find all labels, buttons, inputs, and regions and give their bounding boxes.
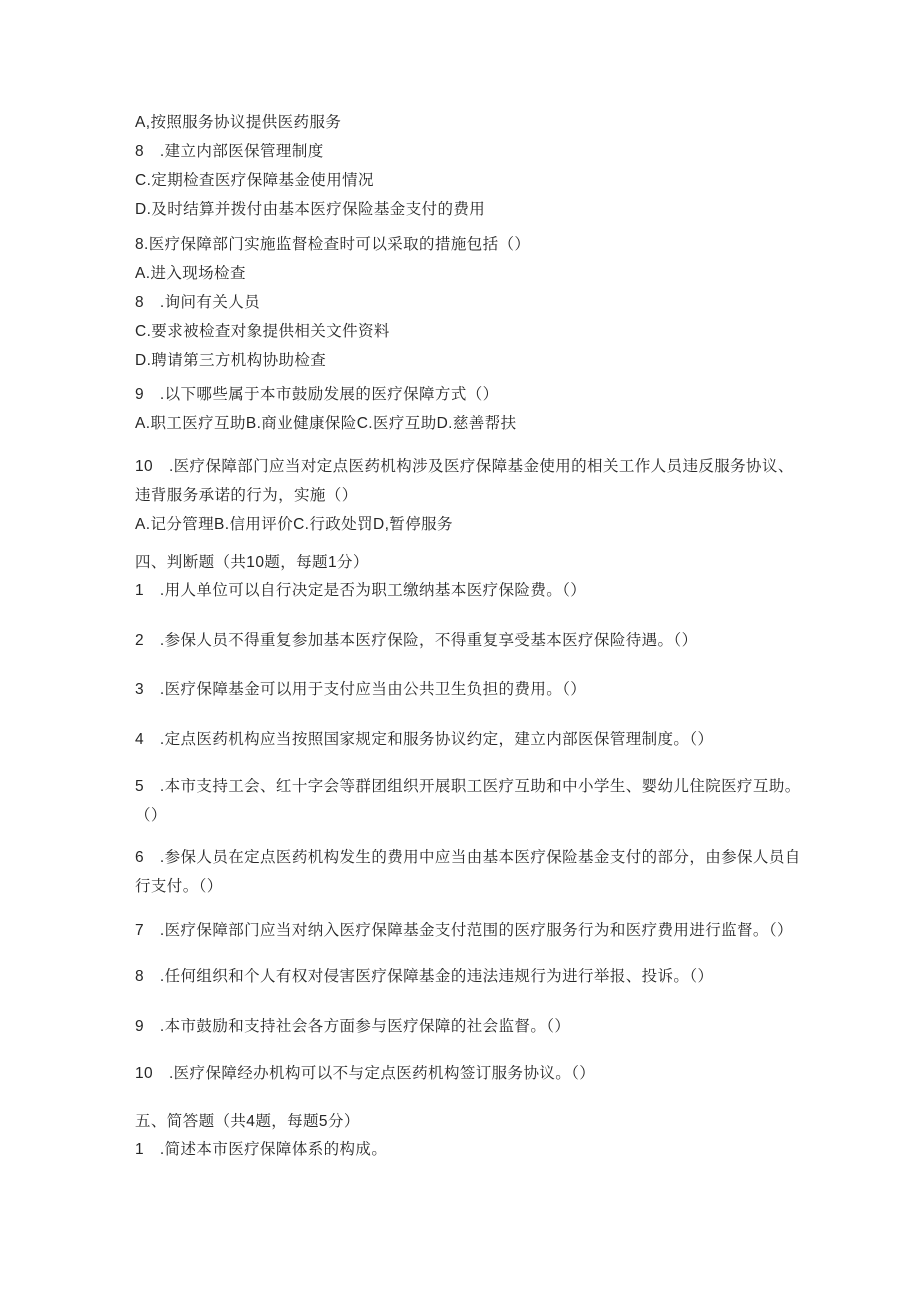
section-heading: 四、判断题（共10题，每题1分） (135, 554, 369, 571)
question-line: 1 .简述本市医疗保障体系的构成。 (135, 1141, 388, 1158)
question-line: 10 .医疗保障部门应当对定点医药机构涉及医疗保障基金使用的相关工作人员违反服务协议、 (135, 458, 794, 475)
option-line: D.及时结算并拨付由基本医疗保险基金支付的费用 (135, 201, 486, 218)
option-line: A.记分管理B.信用评价C.行政处罚D,暂停服务 (135, 516, 453, 533)
question-line: 5 .本市支持工会、红十字会等群团组织开展职工医疗互助和中小学生、婴幼儿住院医疗互助。 (135, 778, 801, 795)
question-line: 7 .医疗保障部门应当对纳入医疗保障基金支付范围的医疗服务行为和医疗费用进行监督。（） (135, 922, 793, 939)
question-line-continued: （） (135, 807, 167, 824)
question-line: 8 .任何组织和个人有权对侵害医疗保障基金的违法违规行为进行举报、投诉。（） (135, 968, 714, 985)
question-line-continued: 行支付。（） (135, 878, 223, 895)
option-line: A,按照服务协议提供医药服务 (135, 114, 342, 131)
option-line: 8 .建立内部医保管理制度 (135, 143, 324, 160)
question-line: 4 .定点医药机构应当按照国家规定和服务协议约定，建立内部医保管理制度。（） (135, 731, 714, 748)
question-line: 3 .医疗保障基金可以用于支付应当由公共卫生负担的费用。（） (135, 681, 587, 698)
question-line: 10 .医疗保障经办机构可以不与定点医药机构签订服务协议。（） (135, 1065, 596, 1082)
option-line: A.进入现场检查 (135, 265, 246, 282)
question-line-continued: 违背服务承诺的行为，实施（） (135, 487, 358, 504)
question-line: 2 .参保人员不得重复参加基本医疗保险，不得重复享受基本医疗保险待遇。（） (135, 632, 698, 649)
option-line: C.定期检查医疗保障基金使用情况 (135, 172, 374, 189)
question-line: 9 .本市鼓励和支持社会各方面参与医疗保障的社会监督。（） (135, 1018, 571, 1035)
section-heading: 五、简答题（共4题，每题5分） (135, 1113, 360, 1130)
option-line: A.职工医疗互助B.商业健康保险C.医疗互助D.慈善帮扶 (135, 415, 517, 432)
option-line: D.聘请第三方机构协助检查 (135, 352, 327, 369)
option-line: C.要求被检查对象提供相关文件资料 (135, 323, 390, 340)
question-line: 6 .参保人员在定点医药机构发生的费用中应当由基本医疗保险基金支付的部分，由参保人员自 (135, 849, 801, 866)
question-line: 9 .以下哪些属于本市鼓励发展的医疗保障方式（） (135, 386, 499, 403)
option-line: 8 .询问有关人员 (135, 294, 261, 311)
question-line: 8.医疗保障部门实施监督检查时可以采取的措施包括（） (135, 236, 531, 253)
question-line: 1 .用人单位可以自行决定是否为职工缴纳基本医疗保险费。（） (135, 582, 587, 599)
